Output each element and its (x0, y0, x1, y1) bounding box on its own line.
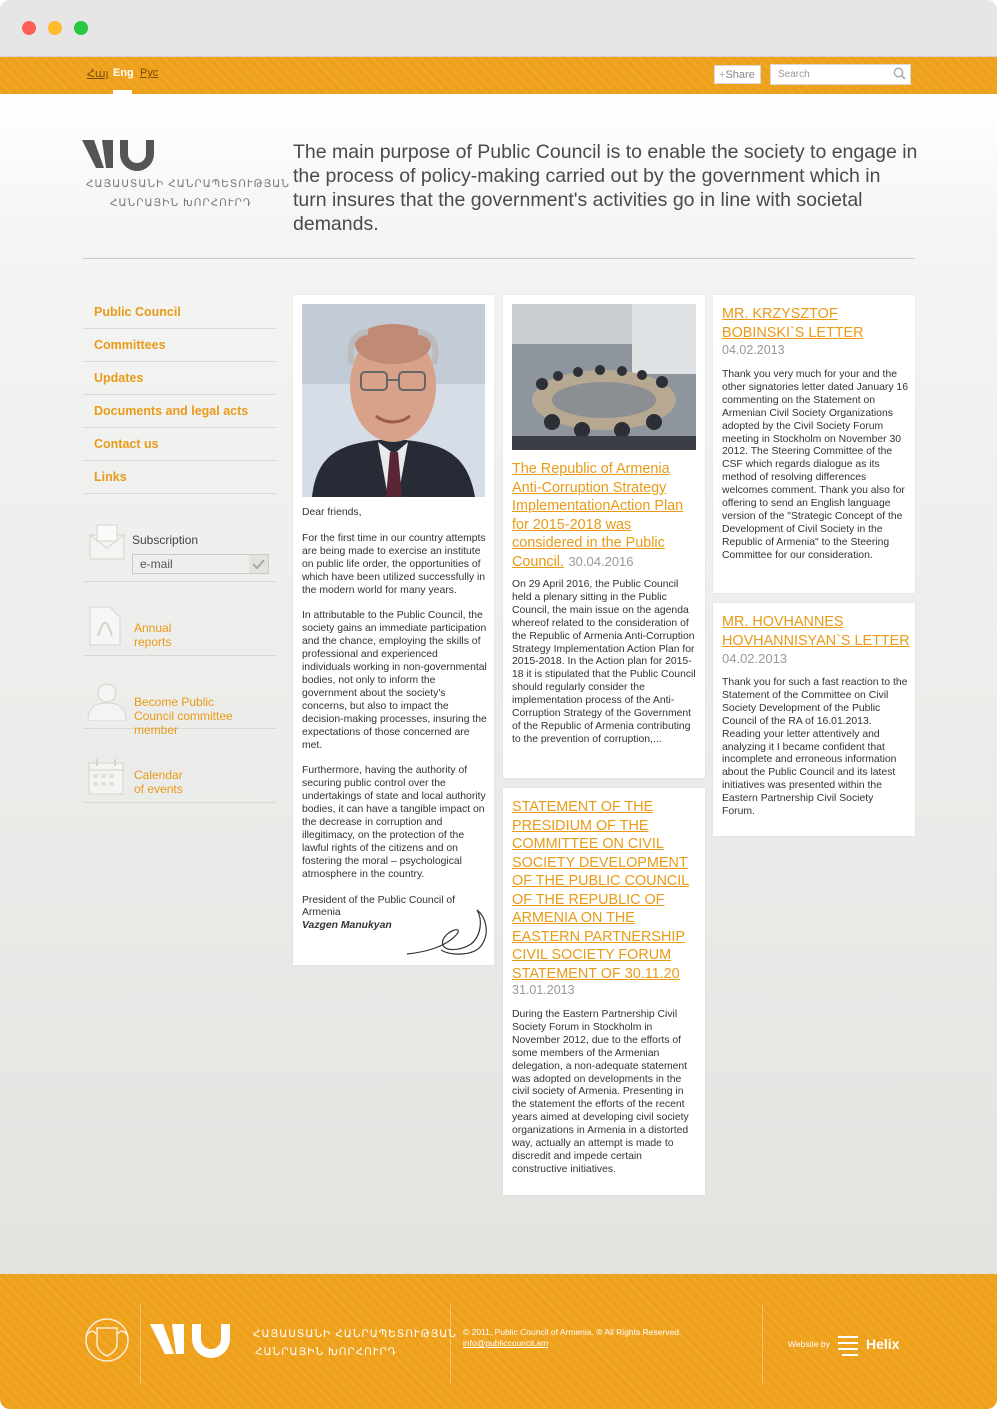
plus-icon: + (719, 69, 726, 81)
nav-item-committees[interactable]: Committees (83, 329, 276, 362)
envelope-icon (87, 522, 127, 562)
footer-logo-text-line2: ՀԱՆՐԱՅԻՆ ԽՈՐՀՈՒՐԴ (255, 1346, 397, 1358)
letter-card (713, 295, 915, 593)
search-input[interactable]: Search (770, 64, 911, 85)
share-label: Share (725, 69, 755, 81)
coat-of-arms-icon (82, 1314, 132, 1366)
footer-logo-text-line1: ՀԱՅԱՍՏԱՆԻ ՀԱՆՐԱՊԵՏՈՒԹՅԱՆ (253, 1328, 457, 1340)
letter-date: 04.02.2013 (722, 343, 785, 357)
news-title-link[interactable]: The Republic of Armenia Anti-Corruption Strategy ImplementationAction Plan for 2015-2018 was considered in the Public Council. (512, 461, 684, 570)
email-field[interactable]: e-mail (132, 554, 269, 574)
message-paragraph: In attributable to the Public Council, the society gains an immediate participation and the chance, employing the skills of professional and experienced individuals working in non-governmental bodies, not only to inform the government about the society's concerns, but also to impact the decision-making processes, insuring the expectations of those concerned are met. (302, 610, 487, 751)
annual-reports-link[interactable] (83, 600, 276, 656)
helix-icon[interactable] (836, 1332, 860, 1356)
president-name: Vazgen Manukyan (302, 920, 392, 932)
president-signoff: President of the Public Council of Armenia (302, 894, 456, 919)
minimize-dot-icon[interactable] (48, 21, 62, 35)
news-title-block (512, 460, 700, 571)
subscription-label: Subscription (132, 533, 199, 547)
calendar-icon (87, 758, 125, 796)
agency-name[interactable]: Helix (866, 1336, 900, 1352)
letter-date: 04.02.2013 (722, 651, 788, 666)
subscription-block (83, 520, 276, 582)
letter-card (713, 603, 915, 836)
lang-hy-link[interactable]: Հայ (87, 68, 109, 80)
news-card (503, 788, 705, 1195)
close-dot-icon[interactable] (22, 21, 36, 35)
share-button[interactable] (714, 65, 761, 84)
logo-text-line1: ՀԱՅԱՍՏԱՆԻ ՀԱՆՐԱՊԵՏՈՒԹՅԱՆ (86, 178, 290, 190)
become-member-link[interactable] (83, 675, 276, 737)
meeting-photo (512, 304, 696, 450)
news-excerpt: On 29 April 2016, the Public Council held a plenary sitting in the Public Council, the main issue on the agenda whereof related to the consideration of the Republic of Armenia Anti-Corruption Strategy Implementation Action Plan for 2015-2018. In the Action plan for 2015-18 it is stipulated that the Public Council should regularly consider the implementation process of the Anti-Corruption Strategy of the Government of the Republic of Armenia contributing to the prevention of corruption,... (512, 579, 696, 745)
news-title-block (512, 798, 702, 983)
become-member-line1: Become Public (134, 695, 215, 709)
calendar-link[interactable] (83, 750, 276, 803)
council-logo[interactable] (82, 140, 168, 172)
person-icon (86, 681, 128, 721)
signature-image (403, 902, 491, 962)
message-paragraph: Furthermore, having the authority of securing public control over the undertakings of state and local authority bodies, it can have a tangible impact on the decrease in corruption and illegitimacy, on the protection of the lawful rights of the citizens and on fostering the moral – psychological atmosphere in the country. (302, 765, 486, 880)
footer (0, 1274, 997, 1409)
president-message-card (293, 295, 494, 965)
nav-item-documents[interactable]: Documents and legal acts (83, 395, 276, 428)
president-photo (302, 304, 485, 497)
window-chrome (0, 0, 997, 57)
greeting: Dear friends, (302, 507, 362, 518)
annual-reports-line2: reports (134, 635, 172, 649)
calendar-line2: of events (134, 782, 183, 796)
lang-en-link[interactable]: Eng (113, 67, 134, 79)
nav-item-contact[interactable]: Contact us (83, 428, 276, 461)
news-date: 31.01.2013 (512, 983, 575, 997)
sidebar-nav (83, 296, 276, 494)
submit-check-icon[interactable] (249, 555, 268, 573)
footer-logo[interactable] (150, 1324, 242, 1358)
news-excerpt: During the Eastern Partnership Civil Society Forum in Stockholm in November 2012, due to the efforts of some members of the Armenian delegation, a non-adequate statement was adopted on developments in the civil society of Armenia. Presenting in the statement the efforts of the recent years aimed at developing civil society organizations in Armenia in a distorted way, actually an attempt is made to discredit and impede certain constructive initiatives. (512, 1009, 689, 1175)
become-member-line2: Council committee member (134, 709, 233, 737)
letter-title-link[interactable]: MR. KRZYSZTOF BOBINSKI`S LETTER (722, 306, 864, 341)
nav-item-links[interactable]: Links (83, 461, 276, 494)
calendar-line1: Calendar (134, 768, 183, 782)
news-title-link[interactable]: STATEMENT OF THE PRESIDIUM OF THE COMMITTEE ON CIVIL SOCIETY DEVELOPMENT OF THE PUBLIC COUNCIL OF THE REPUBLIC OF ARMENIA ON THE EASTERN PARTNERSHIP CIVIL SOCIETY FORUM STATEMENT OF 30.11.20 (512, 799, 690, 982)
logo-text-line2: ՀԱՆՐԱՅԻՆ ԽՈՐՀՈՒՐԴ (110, 197, 252, 209)
news-card (503, 295, 705, 778)
footer-copyright: © 2011, Public Council of Armenia. ® All Rights Reserved. (463, 1327, 682, 1337)
footer-divider (140, 1304, 141, 1384)
letter-excerpt: Thank you very much for your and the other signatories letter dated January 16 commenting on the Statement on Armenian Civil Society Organizations adopted by the Civil Society Forum meeting in Stockholm on November 30 2012. The Steering Committee of the CSF which regards dialogue as its method of resolving differences welcomes comment. Thank you also for offering to send an English language version of the "Strategic Concept of the Development of Civil Society in the Republic of Armenia" to the Steering Committee for our consideration. (722, 369, 908, 561)
nav-item-public-council[interactable]: Public Council (83, 296, 276, 329)
message-paragraph: For the first time in our country attempts are being made to exercise an institute on public life order, the opportunities of which have been utilized successfully in the modern world for many years. (302, 532, 486, 596)
letter-title-link[interactable]: MR. HOVHANNES HOVHANNISYAN`S LETTER (722, 614, 910, 649)
annual-reports-line1: Annual (134, 621, 172, 635)
president-message-text (302, 507, 488, 933)
footer-divider (450, 1304, 451, 1384)
pdf-document-icon (88, 606, 122, 646)
letter-excerpt: Thank you for such a fast reaction to the Statement of the Committee on Civil Society Development of the Public Council of the RA of 16.01.2013. Reading your letter attentively and analyzing it I became confident that incomplete and erroneous information about the Public Council and its latest initiatives was presented within the Eastern Partnership Civil Society Forum. (722, 677, 908, 818)
lang-ru-link[interactable]: Рус (140, 67, 159, 79)
footer-email-link[interactable]: info@publiccouncil.am (463, 1338, 549, 1348)
maximize-dot-icon[interactable] (74, 21, 88, 35)
letter-title-block (722, 613, 912, 668)
page-tagline: The main purpose of Public Council is to enable the society to engage in the process of policy-making carried out by the government which in turn insures that the government's activities go in line with societal demands. (293, 141, 918, 235)
footer-divider (762, 1304, 763, 1384)
letter-title-block (722, 305, 902, 342)
news-date: 30.04.2016 (568, 553, 634, 569)
website-by-label: Website by (788, 1339, 830, 1349)
search-icon[interactable] (893, 67, 906, 80)
header-divider (83, 258, 915, 259)
nav-item-updates[interactable]: Updates (83, 362, 276, 395)
